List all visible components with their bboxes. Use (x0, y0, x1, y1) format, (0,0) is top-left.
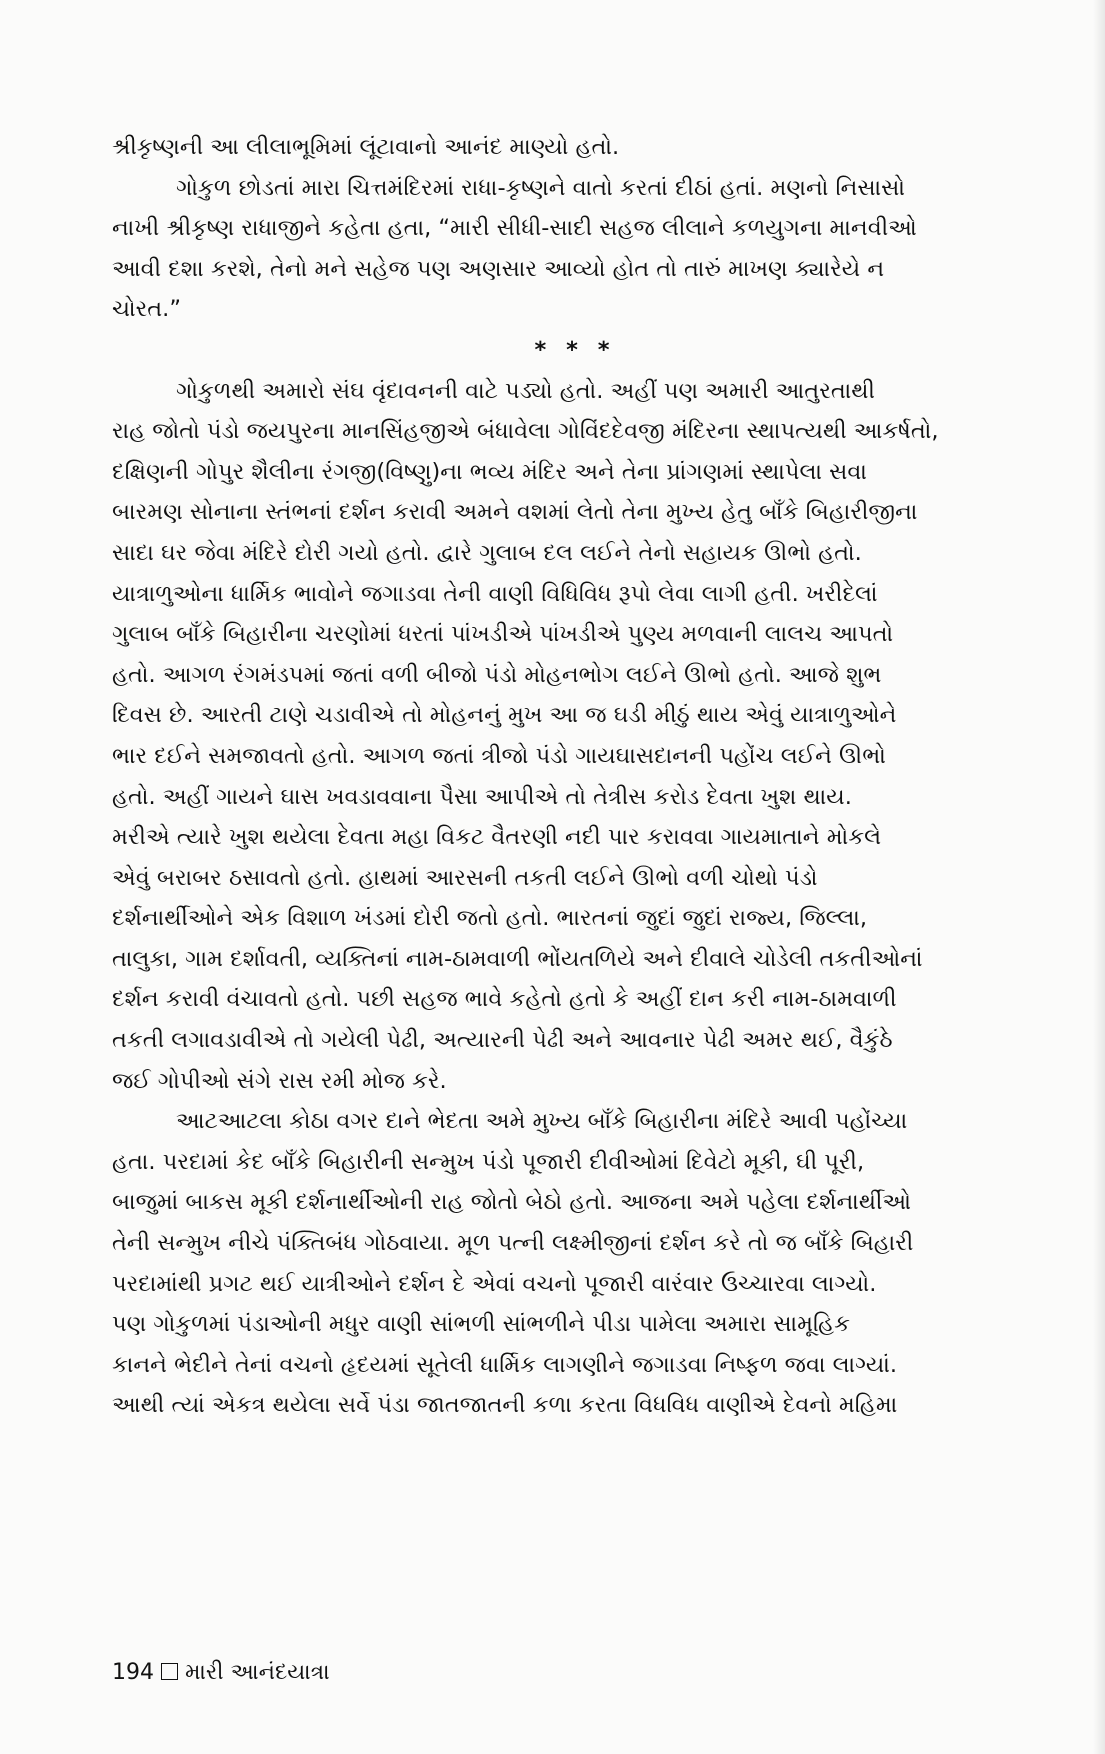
text-line: આથી ત્યાં એકત્ર થયેલા સર્વે પંડા જાતજાતની કળા કરતા વિધવિધ વાણીએ દેવનો મહિમા (112, 1392, 898, 1419)
paragraph-start-line: આટઆટલા કોઠા વગર દાને ભેદતા અમે મુખ્ય બાઁકે બિહારીના મંદિરે આવી પહોંચ્યા (176, 1108, 908, 1135)
text-line: પણ ગોકુળમાં પંડાઓની મધુર વાણી સાંભળી સાંભળીને પીડા પામેલા અમારા સામૂહિક (112, 1311, 851, 1338)
text-line: હતો. અહીં ગાયને ઘાસ ખવડાવવાના પૈસા આપીએ તો તેત્રીસ કરોડ દેવતા ખુશ થાય. (112, 783, 852, 810)
text-line: મરીએ ત્યારે ખુશ થયેલા દેવતા મહા વિકટ વૈતરણી નદી પાર કરાવવા ગાયમાતાને મોકલે (112, 824, 882, 851)
text-line: ગુલાબ બાઁકે બિહારીના ચરણોમાં ધરતાં પાંખડીએ પાંખડીએ પુણ્ય મળવાની લાલચ આપતો (112, 621, 894, 648)
text-line: કાનને ભેદીને તેનાં વચનો હૃદયમાં સૂતેલી ધાર્મિક લાગણીને જગાડવા નિષ્ફળ જવા લાગ્યાં. (112, 1351, 898, 1378)
text-line: પરદામાંથી પ્રગટ થઈ યાત્રીઓને દર્શન દે એવાં વચનો પૂજારી વારંવાર ઉચ્ચારવા લાગ્યો. (112, 1270, 877, 1297)
paragraph-start-line: ગોકુળ છોડતાં મારા ચિત્તમંદિરમાં રાધા-કૃષ્ણને વાતો કરતાં દીઠાં હતાં. મણનો નિસાસો (176, 174, 905, 201)
text-line: એવું બરાબર ઠસાવતો હતો. હાથમાં આરસની તકતી લઈને ઊભો વળી ચોથો પંડો (112, 864, 818, 891)
book-title: મારી આનંદયાત્રા (185, 1660, 330, 1685)
text-line: દક્ષિણની ગોપુર શૈલીના રંગજી(વિષ્ણુ)ના ભવ્ય મંદિર અને તેના પ્રાંગણમાં સ્થાપેલા સવા (112, 458, 867, 485)
page-number: 194 (112, 1660, 154, 1685)
text-line: નાખી શ્રીકૃષ્ણ રાધાજીને કહેતા હતા, “મારી સીધી-સાદી સહજ લીલાને કળયુગના માનવીઓ (112, 215, 917, 242)
text-line: રાહ જોતો પંડો જયપુરના માનસિંહજીએ બંધાવેલા ગોવિંદદેવજી મંદિરના સ્થાપત્યથી આકર્ષતો, (112, 418, 939, 445)
text-line: ચોરત.” (112, 296, 181, 323)
text-line: હતા. પરદામાં કેદ બાઁકે બિહારીની સન્મુખ પંડો પૂજારી દીવીઓમાં દિવેટો મૂકી, ઘી પૂરી, (112, 1148, 865, 1175)
text-line: બાજુમાં બાકસ મૂકી દર્શનાર્થીઓની રાહ જોતો બેઠો હતો. આજના અમે પહેલા દર્શનાર્થીઓ (112, 1189, 912, 1216)
paragraph-start-line: ગોકુળથી અમારો સંઘ વૃંદાવનની વાટે પડ્યો હતો. અહીં પણ અમારી આતુરતાથી (176, 377, 875, 404)
text-line: યાત્રાળુઓના ધાર્મિક ભાવોને જગાડવા તેની વાણી વિધિવિધ રૂપો લેવા લાગી હતી. ખરીદેલાં (112, 580, 878, 607)
text-line: જઈ ગોપીઓ સંગે રાસ રમી મોજ કરે. (112, 1067, 447, 1094)
section-separator: * * * (534, 336, 616, 363)
text-line: દર્શન કરાવી વંચાવતો હતો. પછી સહજ ભાવે કહેતો હતો કે અહીં દાન કરી નામ-ઠામવાળી (112, 986, 897, 1013)
text-line: ભાર દઈને સમજાવતો હતો. આગળ જતાં ત્રીજો પંડો ગાયઘાસદાનની પહોંચ લઈને ઊભો (112, 742, 886, 769)
text-line: સાદા ઘર જેવા મંદિરે દોરી ગયો હતો. દ્વારે ગુલાબ દલ લઈને તેનો સહાયક ઊભો હતો. (112, 539, 862, 566)
page-footer (112, 1659, 330, 1687)
text-line: દર્શનાર્થીઓને એક વિશાળ ખંડમાં દોરી જતો હતો. ભારતનાં જુદાં જુદાં રાજ્ય, જિલ્લા, (112, 905, 868, 932)
text-line: દિવસ છે. આરતી ટાણે ચડાવીએ તો મોહનનું મુખ આ જ ઘડી મીઠું થાય એવું યાત્રાળુઓને (112, 702, 897, 729)
text-line: તાલુકા, ગામ દર્શાવતી, વ્યક્તિનાં નામ-ઠામવાળી ભોંયતળિયે અને દીવાલે ચોડેલી તકતીઓનાં (112, 945, 923, 972)
square-ornament-icon (161, 1663, 178, 1680)
text-line: આવી દશા કરશે, તેનો મને સહેજ પણ અણસાર આવ્યો હોત તો તારું માખણ ક્યારેયે ન (112, 255, 885, 282)
text-line: હતો. આગળ રંગમંડપમાં જતાં વળી બીજો પંડો મોહનભોગ લઈને ઊભો હતો. આજે શુભ (112, 661, 882, 688)
text-line: તકતી લગાવડાવીએ તો ગયેલી પેઢી, અત્યારની પેઢી અને આવનાર પેઢી અમર થઈ, વૈકુંઠે (112, 1027, 893, 1054)
text-line: બારમણ સોનાના સ્તંભનાં દર્શન કરાવી અમને વશમાં લેતો તેના મુખ્ય હેતુ બાઁકે બિહારીજીના (112, 499, 918, 526)
text-line: શ્રીકૃષ્ણની આ લીલાભૂમિમાં લૂંટાવાનો આનંદ માણ્યો હતો. (112, 134, 620, 160)
body-text (112, 127, 1012, 1426)
text-line: તેની સન્મુખ નીચે પંક્તિબંધ ગોઠવાયા. મૂળ પત્ની લક્ષ્મીજીનાં દર્શન કરે તો જ બાઁકે બિહારી (112, 1230, 914, 1257)
